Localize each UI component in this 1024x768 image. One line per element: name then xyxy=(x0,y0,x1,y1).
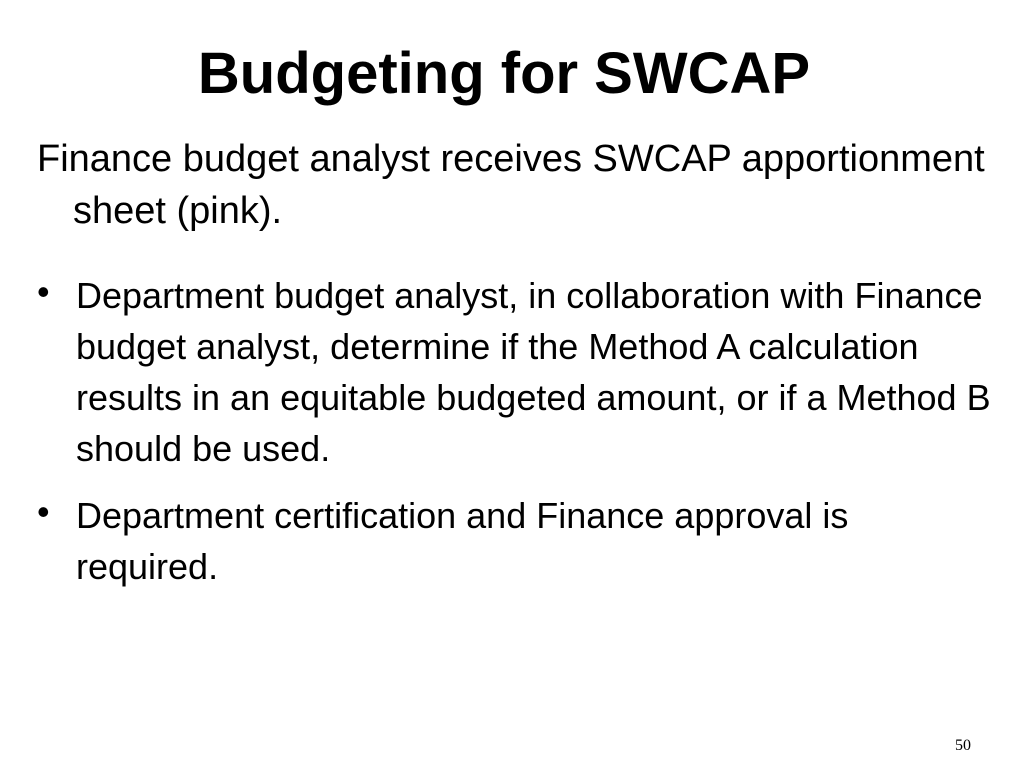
page-number: 50 xyxy=(955,737,971,754)
bullet-item xyxy=(37,270,997,474)
bullet-text: Department budget analyst, in collaboration with Finance budget analyst, determine if the Method A calculation results in an equitable budgeted amount, or if a Method B should be used. xyxy=(76,275,991,469)
intro-paragraph: Finance budget analyst receives SWCAP apportionment sheet (pink). xyxy=(37,138,985,232)
bullet-item xyxy=(37,490,997,592)
bullet-list xyxy=(37,270,997,608)
bullet-text: Department certification and Finance approval is required. xyxy=(76,495,849,587)
bullet-dot-icon: • xyxy=(37,491,50,532)
bullet-dot-icon: • xyxy=(37,271,50,312)
slide-title: Budgeting for SWCAP xyxy=(197,41,811,106)
